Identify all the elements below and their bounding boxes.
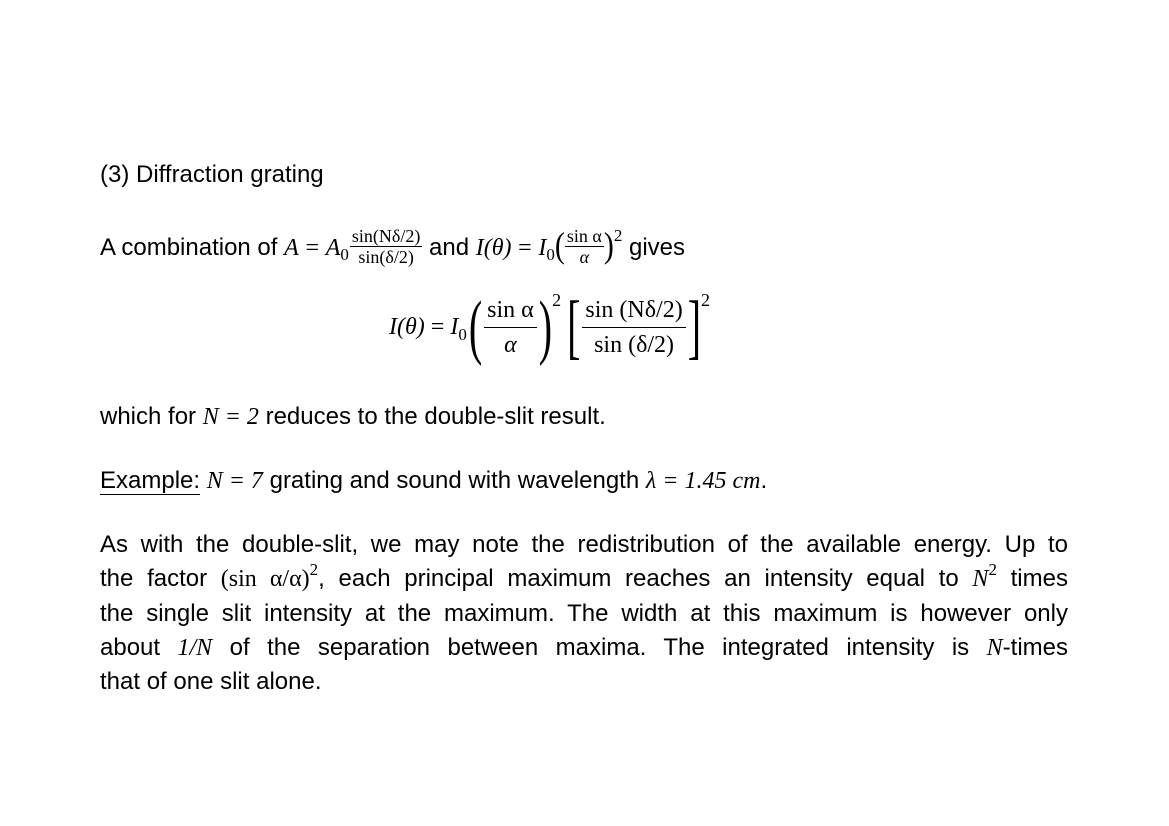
energy-line-2 xyxy=(100,559,1068,598)
energy-line-2-mid: , each principal maximum reaches an intensity equal to xyxy=(318,564,959,592)
display-fraction-1-num: sin α xyxy=(484,296,537,328)
amplitude-fraction-den: sin(δ/2) xyxy=(358,247,414,268)
example-text: grating and sound with wavelength xyxy=(269,467,640,494)
energy-line-4-pre: about xyxy=(100,633,161,661)
display-fraction-2 xyxy=(582,296,685,359)
display-fraction-1 xyxy=(484,296,537,359)
reduction-math: N = 2 xyxy=(202,404,259,430)
close-paren: ) xyxy=(603,225,614,265)
energy-paragraph xyxy=(100,528,1068,699)
example-line xyxy=(100,464,1068,499)
open-paren: ( xyxy=(554,225,565,265)
amplitude-fraction xyxy=(350,226,422,267)
energy-line-4-post: -times xyxy=(1002,633,1068,661)
grating-intensity-equation xyxy=(389,285,710,369)
energy-line-1: As with the double-slit, we may note the redistribution of the available energy. Up to xyxy=(100,531,1068,558)
display-open-bracket: [ xyxy=(567,285,581,367)
display-I0-subscript: 0 xyxy=(458,325,467,344)
display-equals: = xyxy=(430,313,445,340)
energy-factor-math: (sin α/α) xyxy=(220,565,310,592)
section-title: (3) Diffraction grating xyxy=(100,161,324,188)
display-close-bracket: ] xyxy=(687,285,702,367)
example-label: Example: xyxy=(100,467,201,494)
intensity-I0: I xyxy=(538,235,547,261)
display-I0: I xyxy=(450,313,459,340)
energy-line-4 xyxy=(100,631,1068,666)
energy-N: N xyxy=(972,565,989,592)
and-word: and xyxy=(429,234,470,261)
reduction-pre: which for xyxy=(100,403,197,430)
amplitude-A0: A xyxy=(325,235,341,261)
display-close-paren: ) xyxy=(538,285,553,367)
single-slit-fraction xyxy=(565,226,604,267)
energy-line-4-N: N xyxy=(986,634,1003,661)
amplitude-symbol: A xyxy=(284,235,299,261)
intro-lead: A combination of xyxy=(100,234,278,261)
energy-factor-exponent: 2 xyxy=(309,559,319,579)
gives-word: gives xyxy=(629,234,686,261)
display-fraction-2-num: sin (Nδ/2) xyxy=(582,296,685,328)
energy-width-math: 1/N xyxy=(177,634,213,661)
display-open-paren: ( xyxy=(468,285,483,367)
display-fraction-1-den: α xyxy=(504,331,517,358)
energy-line-5: that of one slit alone. xyxy=(100,668,322,695)
display-exponent-1: 2 xyxy=(552,289,562,310)
display-fraction-2-den: sin (δ/2) xyxy=(594,331,675,358)
energy-line-3: the single slit intensity at the maximum. The width at this maximum is however only xyxy=(100,600,1068,627)
example-wavelength: λ = 1.45 cm xyxy=(645,468,761,494)
intro-line xyxy=(100,225,1068,270)
equals-sign-2: = xyxy=(518,235,532,261)
single-slit-fraction-num: sin α xyxy=(566,226,602,247)
energy-line-2-pre: the factor xyxy=(100,564,208,592)
example-period: . xyxy=(760,467,768,494)
energy-line-2-post: times xyxy=(1010,564,1068,592)
intensity-lhs: I(θ) xyxy=(475,235,512,261)
display-lhs: I(θ) xyxy=(389,313,425,340)
energy-line-4-mid: of the separation between maxima. The integrated intensity is xyxy=(229,633,970,661)
single-slit-fraction-den: α xyxy=(579,247,590,268)
equals-sign: = xyxy=(305,235,320,261)
I0-subscript: 0 xyxy=(546,245,555,264)
reduction-sentence xyxy=(100,400,1068,435)
example-grating-size: N = 7 xyxy=(206,468,263,494)
energy-N-exponent: 2 xyxy=(988,559,997,579)
intro-exponent: 2 xyxy=(613,226,623,245)
amplitude-fraction-num: sin(Nδ/2) xyxy=(351,226,421,247)
display-exponent-2: 2 xyxy=(701,289,711,310)
A0-subscript: 0 xyxy=(340,245,349,264)
reduction-post: reduces to the double-slit result. xyxy=(265,403,606,430)
